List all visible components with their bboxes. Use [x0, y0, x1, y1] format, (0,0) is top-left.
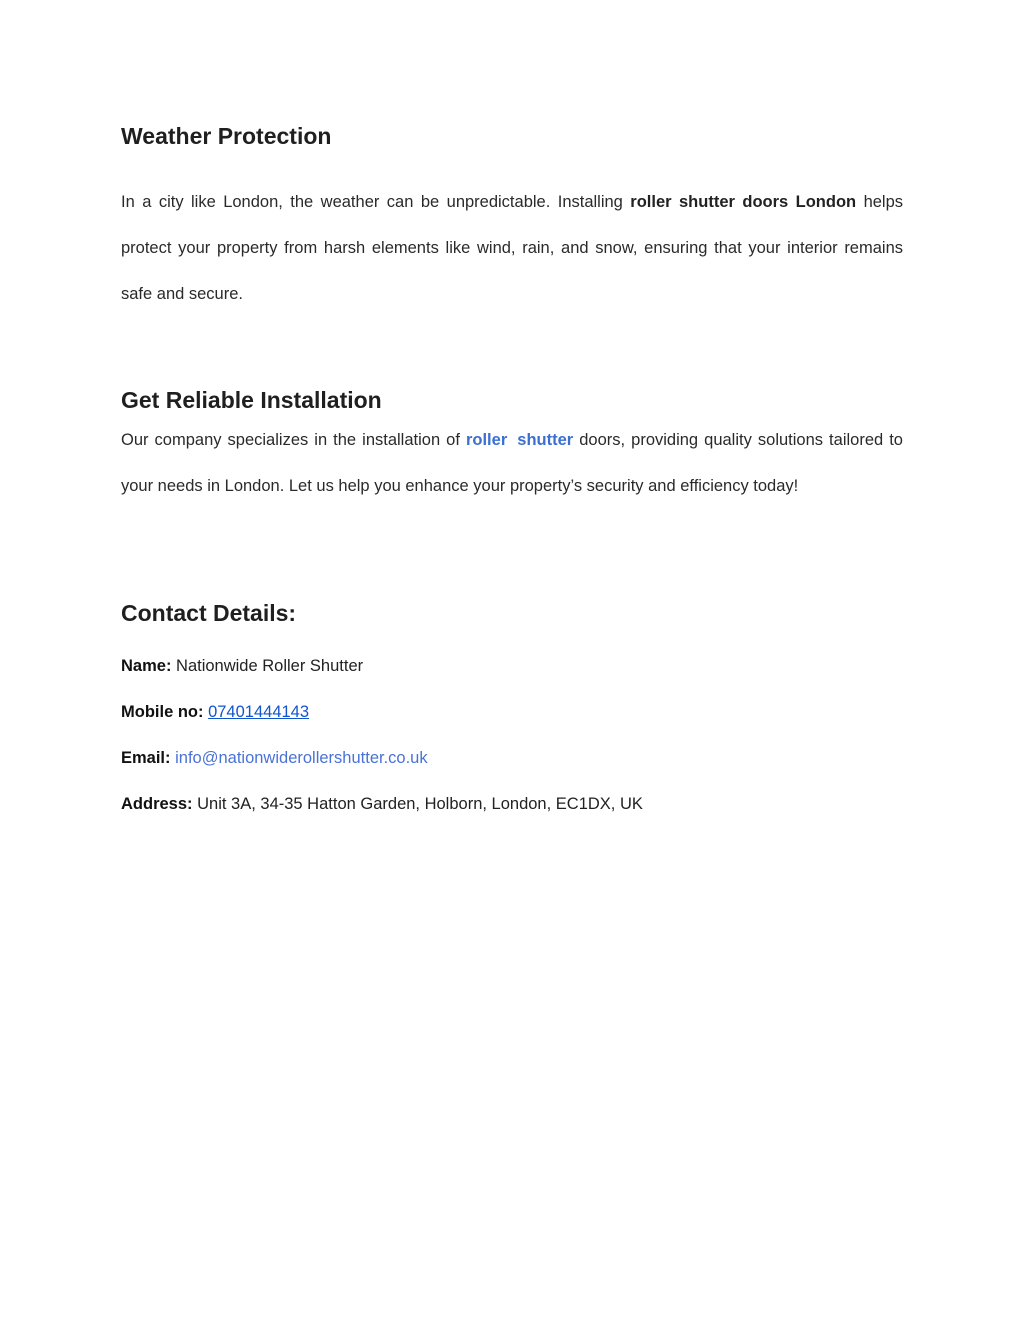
- contact-name-line: [121, 657, 363, 676]
- weather-bold-phrase: roller shutter doors London: [630, 193, 857, 211]
- name-value: Nationwide Roller Shutter: [176, 657, 364, 675]
- address-label: Address:: [121, 795, 193, 813]
- weather-protection-paragraph: [121, 179, 903, 317]
- installation-text-before: Our company specializes in the installation of: [121, 431, 466, 449]
- email-link[interactable]: info@nationwiderollershutter.co.uk: [175, 749, 428, 767]
- mobile-link[interactable]: 07401444143: [208, 703, 310, 721]
- weather-text-before: In a city like London, the weather can be unpredictable. Installing: [121, 193, 631, 211]
- installation-paragraph: [121, 417, 903, 509]
- name-label: Name:: [121, 657, 172, 675]
- roller-shutter-link[interactable]: roller shutter: [465, 431, 574, 449]
- weather-text-after: helps protect your property from harsh elements like wind, rain, and snow, ensuring that your interior remains safe and secure.: [121, 193, 904, 303]
- address-value: Unit 3A, 34-35 Hatton Garden, Holborn, London, EC1DX, UK: [197, 795, 643, 813]
- email-label: Email:: [121, 749, 171, 767]
- contact-mobile-line: [121, 703, 309, 722]
- mobile-label: Mobile no:: [121, 703, 204, 721]
- installation-heading: Get Reliable Installation: [121, 387, 382, 413]
- contact-details-heading: Contact Details:: [121, 600, 297, 626]
- contact-address-line: [121, 795, 643, 814]
- contact-email-line: [121, 749, 428, 768]
- installation-text-after: doors, providing quality solutions tailored to your needs in London. Let us help you enhance your property’s security and efficiency today!: [121, 431, 903, 495]
- weather-protection-heading: Weather Protection: [121, 123, 332, 149]
